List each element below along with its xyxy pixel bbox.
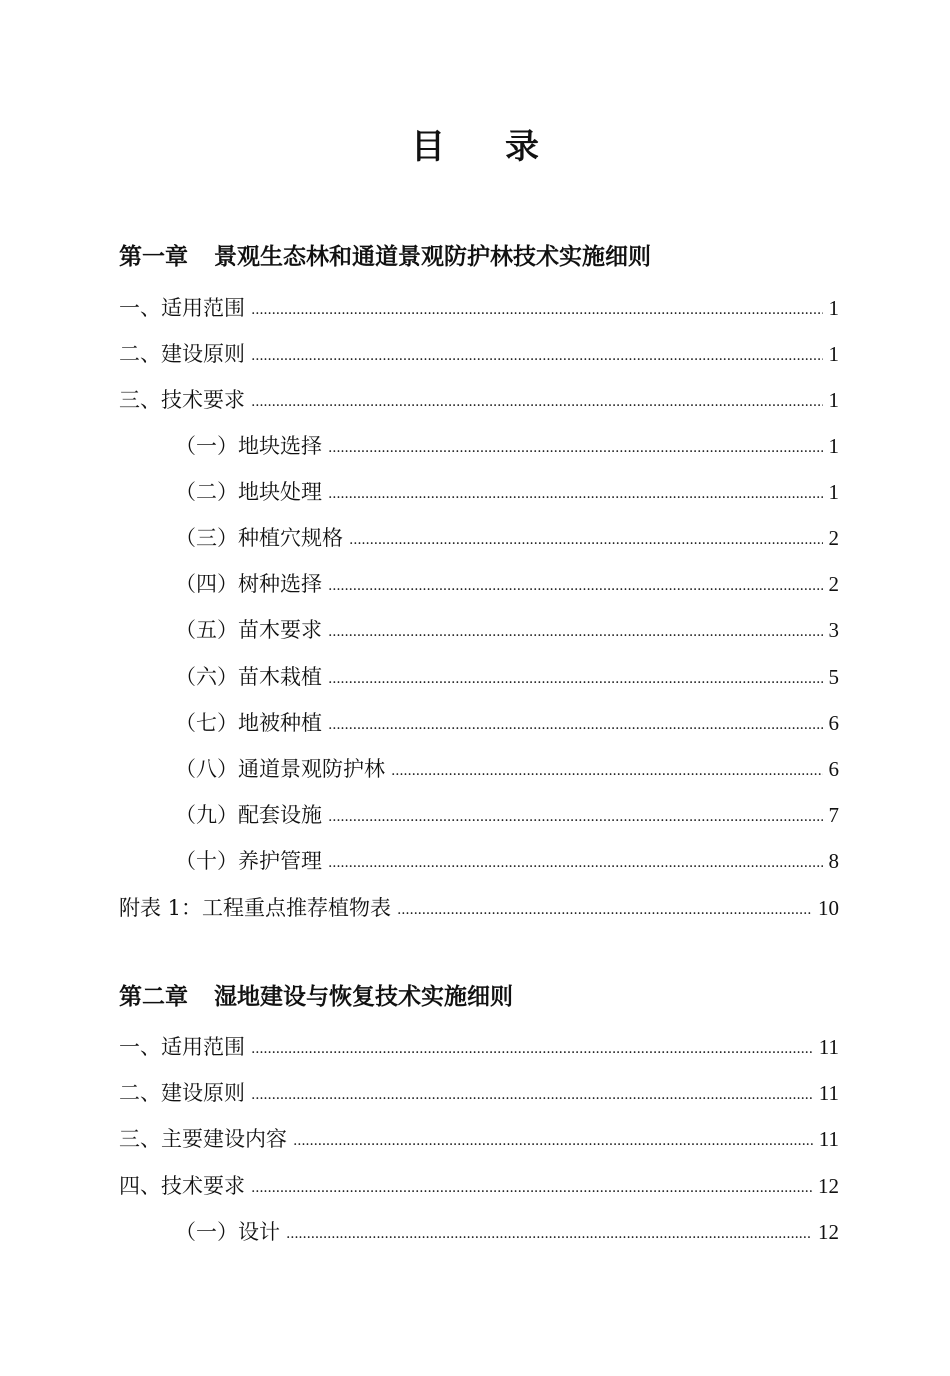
toc-entry[interactable] — [119, 1031, 839, 1063]
dot-leader — [286, 1218, 812, 1250]
toc-entry-label: 二、建设原则 — [119, 1081, 245, 1105]
chapter-2-number: 第二章 — [119, 984, 188, 1010]
toc-entry-page: 10 — [818, 896, 839, 920]
dot-leader — [293, 1125, 813, 1157]
toc-entry-label: （八）通道景观防护林 — [175, 757, 385, 781]
toc-entry[interactable] — [119, 892, 839, 924]
dot-leader — [391, 755, 823, 787]
toc-entry-label: 一、适用范围 — [119, 1035, 245, 1059]
toc-subentry[interactable] — [175, 568, 839, 600]
dot-leader — [328, 432, 823, 464]
toc-entry-label: 附表 1：工程重点推荐植物表 — [119, 896, 392, 920]
toc-entry-page: 5 — [828, 665, 839, 689]
chapter-1-heading[interactable] — [119, 241, 839, 273]
toc-entry-page: 11 — [818, 1035, 839, 1059]
title-char-1: 目 — [411, 127, 445, 167]
toc-entry[interactable] — [119, 1170, 839, 1202]
toc-entry-label: （三）种植穴规格 — [175, 526, 343, 550]
toc-entry-page: 7 — [828, 803, 839, 827]
dot-leader — [328, 663, 823, 695]
toc-subentry[interactable] — [175, 753, 839, 785]
toc-entry-label: （七）地被种植 — [175, 711, 322, 735]
dot-leader — [251, 340, 823, 372]
toc-entry-label: 三、主要建设内容 — [119, 1127, 287, 1151]
dot-leader — [328, 847, 823, 879]
dot-leader — [397, 894, 812, 926]
dot-leader — [328, 616, 823, 648]
dot-leader — [251, 294, 823, 326]
chapter-2-title: 湿地建设与恢复技术实施细则 — [214, 984, 513, 1010]
toc-entry-label: （九）配套设施 — [175, 803, 322, 827]
toc-subentry[interactable] — [175, 845, 839, 877]
toc-entry-label: （一）设计 — [175, 1220, 280, 1244]
toc-entry-page: 3 — [828, 618, 839, 642]
chapter-1-number: 第一章 — [119, 244, 188, 270]
toc-entry-label: （一）地块选择 — [175, 434, 322, 458]
toc-entry-label: （二）地块处理 — [175, 480, 322, 504]
title-char-2: 录 — [505, 127, 539, 167]
toc-subentry[interactable] — [175, 614, 839, 646]
toc-entry-page: 11 — [818, 1081, 839, 1105]
dot-leader — [251, 1079, 813, 1111]
toc-subentry[interactable] — [175, 799, 839, 831]
toc-entry-page: 1 — [828, 342, 839, 366]
page-title — [0, 124, 950, 170]
toc-entry-page: 6 — [828, 757, 839, 781]
toc-entry-label: （十）养护管理 — [175, 849, 322, 873]
dot-leader — [251, 1033, 813, 1065]
toc-entry-page: 2 — [828, 572, 839, 596]
toc-entry[interactable] — [119, 384, 839, 416]
toc-entry-label: 四、技术要求 — [119, 1174, 245, 1198]
dot-leader — [251, 386, 823, 418]
toc-entry-page: 8 — [828, 849, 839, 873]
toc-entry[interactable] — [119, 1077, 839, 1109]
dot-leader — [349, 524, 823, 556]
dot-leader — [328, 570, 823, 602]
toc-entry-page: 1 — [828, 480, 839, 504]
toc-subentry[interactable] — [175, 522, 839, 554]
toc-entry[interactable] — [119, 292, 839, 324]
toc-entry-page: 12 — [818, 1174, 839, 1198]
dot-leader — [251, 1172, 812, 1204]
dot-leader — [328, 478, 823, 510]
toc-entry-label: （六）苗木栽植 — [175, 665, 322, 689]
toc-entry-page: 1 — [828, 434, 839, 458]
toc-entry-page: 11 — [818, 1127, 839, 1151]
toc-subentry[interactable] — [175, 707, 839, 739]
toc-entry-label: 三、技术要求 — [119, 388, 245, 412]
chapter-1-title: 景观生态林和通道景观防护林技术实施细则 — [214, 244, 651, 270]
toc-subentry[interactable] — [175, 476, 839, 508]
toc-entry[interactable] — [119, 338, 839, 370]
toc-entry-page: 1 — [828, 296, 839, 320]
toc-entry-label: 二、建设原则 — [119, 342, 245, 366]
toc-subentry[interactable] — [175, 1216, 839, 1248]
toc-entry-page: 12 — [818, 1220, 839, 1244]
toc-entry-page: 2 — [828, 526, 839, 550]
toc-entry-label: 一、适用范围 — [119, 296, 245, 320]
dot-leader — [328, 801, 823, 833]
dot-leader — [328, 709, 823, 741]
toc-entry-page: 1 — [828, 388, 839, 412]
toc-subentry[interactable] — [175, 430, 839, 462]
toc-entry-label: （四）树种选择 — [175, 572, 322, 596]
toc-subentry[interactable] — [175, 661, 839, 693]
toc-entry-label: （五）苗木要求 — [175, 618, 322, 642]
toc-entry[interactable] — [119, 1123, 839, 1155]
chapter-2-heading[interactable] — [119, 981, 839, 1013]
toc-entry-page: 6 — [828, 711, 839, 735]
